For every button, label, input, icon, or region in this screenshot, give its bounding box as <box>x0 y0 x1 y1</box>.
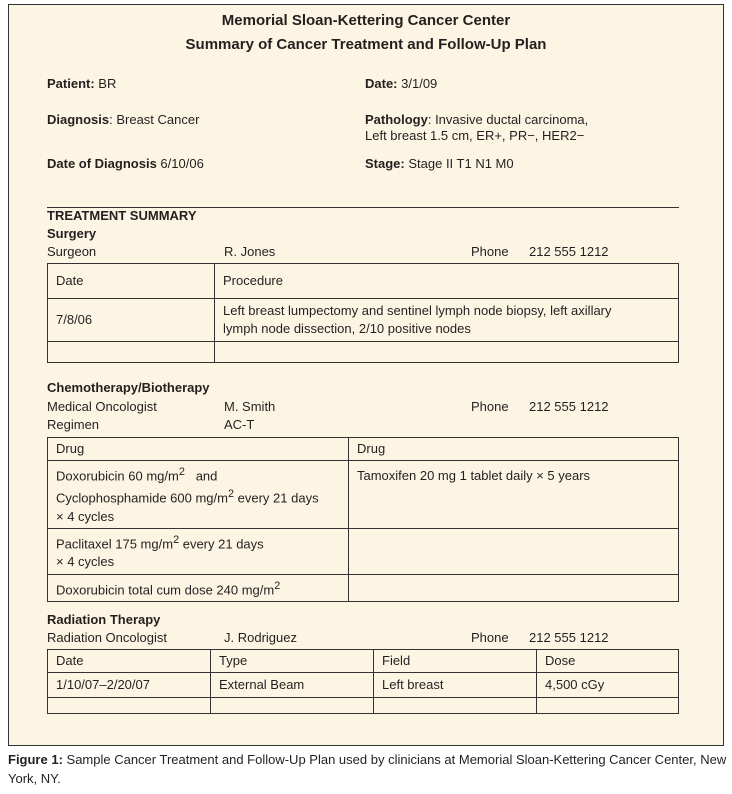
figure-caption: Figure 1: Sample Cancer Treatment and Follow-Up Plan used by clinicians at Memorial Sloan-Kettering Cancer Center, New York, NY. <box>8 752 727 786</box>
phone-label: Phone <box>471 399 509 414</box>
date-of-diagnosis-field: Date of Diagnosis 6/10/06 <box>47 156 204 171</box>
surgeon-name: R. Jones <box>224 244 276 259</box>
phone-label: Phone <box>471 244 509 259</box>
column-header: Field <box>374 650 537 673</box>
oncologist-name: M. Smith <box>224 399 276 414</box>
cell: Doxorubicin total cum dose 240 $mg/m^2$ <box>48 574 349 601</box>
surgery-heading: Surgery <box>47 226 97 241</box>
chemo-heading: Chemotherapy/Biotherapy <box>47 380 210 395</box>
cell: Doxorubicin 60 $mg/m^2$ and Cyclophosphamide 600 $mg/m^2$ every 21 days × 4 cycles <box>48 461 349 529</box>
cell: Left breast lumpectomy and sentinel lymph node biopsy, left axillary lymph node dissection, 2/10 positive nodes <box>215 299 679 342</box>
phone-label: Phone <box>471 630 509 645</box>
radiation-oncologist-label: Radiation Oncologist <box>47 630 167 645</box>
column-header: Date <box>48 650 211 673</box>
surgeon-phone: 212 555 1212 <box>529 244 609 259</box>
column-header: Drug <box>349 438 679 461</box>
regimen-value: AC-T <box>224 417 255 432</box>
oncologist-label: Medical Oncologist <box>47 399 157 414</box>
column-header: Procedure <box>215 264 679 299</box>
cell: Paclitaxel 175 $mg/m^2$ every 21 days × 4 cycles <box>48 528 349 574</box>
treatment-summary-heading: TREATMENT SUMMARY <box>47 208 197 223</box>
cell: 7/8/06 <box>48 299 215 342</box>
table-row <box>48 461 679 529</box>
org-title: Memorial Sloan-Kettering Cancer Center <box>221 12 511 29</box>
patient-field: Patient: BR <box>47 76 117 91</box>
diagnosis-field: Diagnosis: Breast Cancer <box>47 112 200 127</box>
chemo-table <box>47 437 679 602</box>
radiation-table <box>47 649 679 714</box>
table-row <box>48 299 679 342</box>
table-row <box>48 528 679 574</box>
stage-field: Stage: Stage II T1 N1 M0 <box>365 156 514 171</box>
column-header: Date <box>48 264 215 299</box>
table-row <box>48 673 679 698</box>
column-header: Drug <box>48 438 349 461</box>
oncologist-phone: 212 555 1212 <box>529 399 609 414</box>
cell: 4,500 cGy <box>537 673 679 698</box>
form-title: Summary of Cancer Treatment and Follow-Up Plan <box>185 36 547 53</box>
surgeon-label: Surgeon <box>47 244 97 259</box>
table-row <box>48 574 679 601</box>
cell: Tamoxifen 20 mg 1 tablet daily × 5 years <box>349 461 679 529</box>
table-row <box>48 342 679 363</box>
radiation-heading: Radiation Therapy <box>47 612 161 627</box>
surgery-table <box>47 263 679 363</box>
table-row <box>48 698 679 714</box>
radiation-oncologist-name: J. Rodriguez <box>224 630 297 645</box>
column-header: Dose <box>537 650 679 673</box>
pathology-field: Pathology: Invasive ductal carcinoma, Left breast 1.5 cm, ER+, PR−, HER2− <box>365 112 589 143</box>
cell: Left breast <box>374 673 537 698</box>
cell: 1/10/07–2/20/07 <box>48 673 211 698</box>
cell: External Beam <box>211 673 374 698</box>
radiation-phone: 212 555 1212 <box>529 630 609 645</box>
column-header: Type <box>211 650 374 673</box>
date-field: Date: 3/1/09 <box>365 76 438 91</box>
regimen-label: Regimen <box>47 417 100 432</box>
